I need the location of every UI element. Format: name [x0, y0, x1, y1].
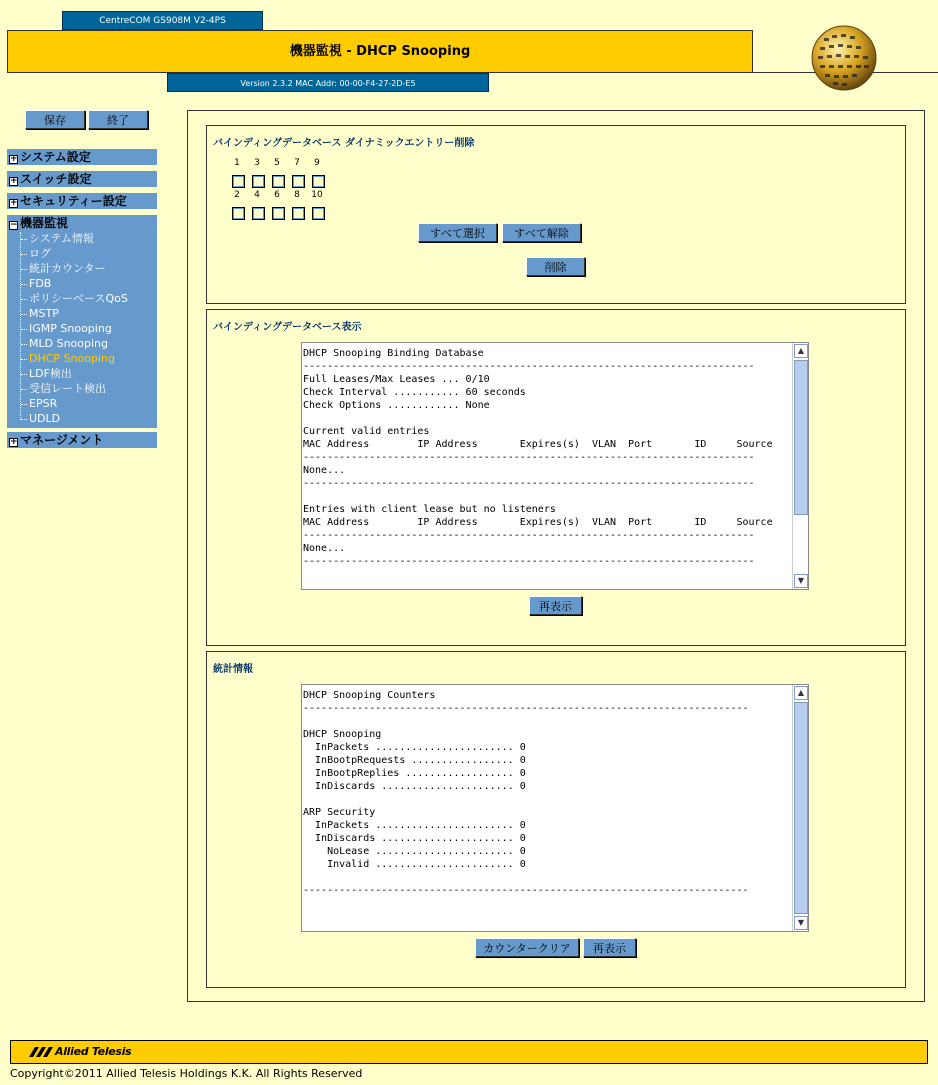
tree-branch — [21, 344, 27, 346]
page-title: 機器監視 - DHCP Snooping — [7, 30, 753, 73]
tree-branch — [21, 269, 27, 271]
port-label: 4 — [254, 190, 260, 200]
expand-icon: + — [10, 437, 18, 447]
sidebar-item-log[interactable]: ログ — [29, 247, 51, 260]
statistics-scrollbar[interactable] — [792, 685, 808, 931]
sidebar-item-udld[interactable]: UDLD — [29, 412, 61, 425]
menu-security-settings-label: セキュリティー設定 — [20, 194, 127, 208]
expand-icon: + — [10, 198, 18, 208]
sidebar-item-rate-detect[interactable]: 受信レート検出 — [29, 382, 106, 395]
port-label: 3 — [254, 158, 260, 168]
tree-branch — [21, 389, 27, 391]
tree-branch — [21, 299, 27, 301]
port-checkbox-2[interactable] — [232, 207, 245, 220]
port-label: 7 — [294, 158, 300, 168]
tree-line — [20, 232, 22, 420]
scroll-up-icon[interactable]: ▲ — [794, 686, 808, 700]
port-label: 9 — [314, 158, 320, 168]
expand-icon: + — [10, 154, 18, 164]
scroll-thumb[interactable] — [794, 360, 808, 515]
tree-branch — [21, 374, 27, 376]
port-checkbox-7[interactable] — [292, 175, 305, 188]
binding-database-textarea[interactable] — [301, 342, 809, 590]
port-label: 1 — [234, 158, 240, 168]
sidebar-item-mstp[interactable]: MSTP — [29, 307, 59, 320]
port-checkbox-3[interactable] — [252, 175, 265, 188]
statistics-textarea[interactable] — [301, 684, 809, 932]
exit-button[interactable]: 終了 — [88, 110, 148, 129]
port-checkbox-10[interactable] — [312, 207, 325, 220]
version-bar: Version 2.3.2 MAC Addr: 00-00-F4-27-2D-E5 — [167, 73, 489, 92]
sidebar-item-igmp-snooping[interactable]: IGMP Snooping — [29, 322, 112, 335]
tree-branch — [21, 314, 27, 316]
menu-management-label: マネージメント — [20, 433, 104, 447]
footer-logo-text: Allied Telesis — [55, 1045, 132, 1058]
select-all-button[interactable]: すべて選択 — [418, 223, 497, 242]
port-checkbox-5[interactable] — [272, 175, 285, 188]
sidebar-item-system-info[interactable]: システム情報 — [29, 232, 94, 245]
binding-database-text: DHCP Snooping Binding Database --------------------------------------------------------------------------- Full Leases/Max Leases ... 0/10 Check Interval ........... 60 seconds Check Options ............ None Current valid entries MAC Address IP Address Expires(s) VLAN Port ID Source --------------------------------------------------------------------------- None... --------------------------------------------------------------------------- Entries with client lease but no listeners MAC Address IP Address Expires(s) VLAN Port ID Source --------------------------------------------------------------------------- None... --------------------------------------------------------------------------- — [303, 348, 773, 567]
sidebar-item-ldf[interactable]: LDF検出 — [29, 367, 72, 380]
port-checkbox-6[interactable] — [272, 207, 285, 220]
deselect-all-button[interactable]: すべて解除 — [502, 223, 581, 242]
statistics-text: DHCP Snooping Counters -------------------------------------------------------------------------- DHCP Snooping InPackets ....................... 0 InBootpRequests ................. 0 InBootpReplies .................. 0 InDiscards ...................... 0 ARP Security InPackets ....................... 0 InDiscards ...................... 0 NoLease ....................... 0 Invalid ....................... 0 -------------------------------------------------------------------------- — [303, 690, 749, 896]
sidebar-item-epsr[interactable]: EPSR — [29, 397, 58, 410]
sidebar-item-mld-snooping[interactable]: MLD Snooping — [29, 337, 108, 350]
port-label: 5 — [274, 158, 280, 168]
menu-system-settings-label: システム設定 — [20, 150, 91, 164]
footer-bar — [10, 1040, 928, 1064]
port-label: 2 — [234, 190, 240, 200]
model-tab: CentreCOM GS908M V2-4PS — [62, 11, 263, 30]
scroll-thumb[interactable] — [794, 702, 808, 914]
binding-refresh-button[interactable]: 再表示 — [529, 596, 582, 615]
menu-switch-settings-label: スイッチ設定 — [20, 172, 92, 186]
tree-branch — [21, 359, 27, 361]
scroll-down-icon[interactable]: ▼ — [794, 916, 808, 930]
tree-branch — [21, 404, 27, 406]
port-checkbox-8[interactable] — [292, 207, 305, 220]
binding-scrollbar[interactable] — [792, 343, 808, 589]
port-checkbox-4[interactable] — [252, 207, 265, 220]
menu-security-settings[interactable] — [7, 193, 157, 209]
menu-system-settings[interactable] — [7, 149, 157, 165]
sidebar-item-dhcp-snooping[interactable]: DHCP Snooping — [29, 352, 115, 365]
delete-panel-title: バインディングデータベース ダイナミックエントリー削除 — [213, 138, 475, 149]
statistics-panel-title: 統計情報 — [213, 664, 253, 675]
expand-icon: + — [10, 176, 18, 186]
sidebar-item-stats-counter[interactable]: 統計カウンター — [29, 262, 106, 275]
sidebar-item-fdb[interactable]: FDB — [29, 277, 52, 290]
delete-button[interactable]: 削除 — [526, 257, 585, 276]
port-label: 6 — [274, 190, 280, 200]
scroll-up-icon[interactable]: ▲ — [794, 344, 808, 358]
delete-entries-panel — [206, 125, 906, 304]
statistics-refresh-button[interactable]: 再表示 — [583, 938, 636, 957]
menu-switch-settings[interactable] — [7, 171, 157, 187]
scroll-down-icon[interactable]: ▼ — [794, 574, 808, 588]
port-label: 10 — [311, 190, 323, 200]
menu-management[interactable] — [7, 432, 157, 448]
sidebar-item-qos[interactable]: ポリシーベースQoS — [29, 292, 128, 305]
collapse-icon: − — [10, 220, 18, 230]
tree-branch — [21, 254, 27, 256]
menu-monitor[interactable] — [7, 215, 157, 231]
tree-branch — [21, 419, 27, 421]
menu-monitor-label: 機器監視 — [20, 216, 69, 230]
tree-branch — [21, 239, 27, 241]
port-checkbox-1[interactable] — [232, 175, 245, 188]
port-checkbox-9[interactable] — [312, 175, 325, 188]
counter-clear-button[interactable]: カウンタークリア — [475, 938, 579, 957]
allied-telesis-logo-icon — [27, 1046, 55, 1058]
save-button[interactable]: 保存 — [25, 110, 85, 129]
globe-logo-icon — [810, 24, 878, 92]
port-label: 8 — [294, 190, 300, 200]
binding-panel-title: バインディングデータベース表示 — [213, 322, 362, 333]
copyright: Copyright©2011 Allied Telesis Holdings K.K. All Rights Reserved — [10, 1067, 363, 1080]
tree-branch — [21, 329, 27, 331]
tree-branch — [21, 284, 27, 286]
